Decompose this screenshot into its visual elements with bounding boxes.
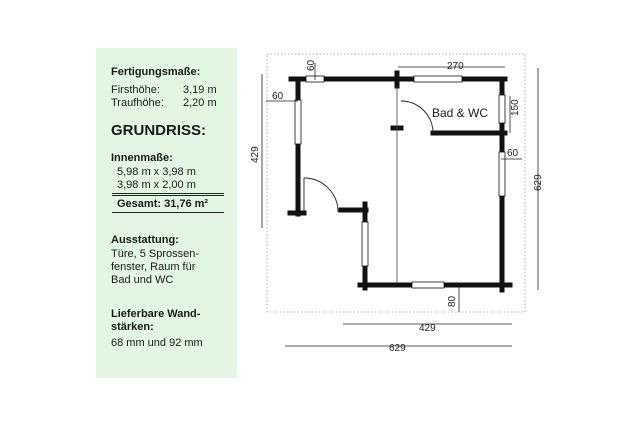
innenmasse-line-2: 3,98 m x 2,00 m <box>117 179 196 191</box>
bath-door-swing <box>401 101 433 133</box>
fertigungsmasse-heading: Fertigungsmaße: <box>111 66 201 78</box>
ausstattung-line-2: fenster, Raum für <box>111 261 196 273</box>
firsthoehe-label: Firsthöhe: <box>111 84 160 96</box>
room-label-bath: Bad & WC <box>432 106 489 120</box>
ausstattung-line-3: Bad und WC <box>111 274 174 286</box>
wandstaerken-value: 68 mm und 92 mm <box>111 337 203 349</box>
dim-right-629: 629 <box>533 174 544 191</box>
traufhoehe-value: 2,20 m <box>183 97 217 109</box>
grundriss-heading: GRUNDRISS: <box>111 122 207 139</box>
wandstaerken-heading-2: stärken: <box>111 321 154 333</box>
firsthoehe-value: 3,19 m <box>183 84 217 96</box>
window-left <box>295 100 301 144</box>
gesamt-total: Gesamt: 31,76 m² <box>117 198 209 210</box>
dim-left-60: 60 <box>272 91 284 102</box>
ausstattung-line-1: Türe, 5 Sprossen- <box>111 248 200 260</box>
ausstattung-heading: Ausstattung: <box>111 234 179 246</box>
dim-bottom-629: 629 <box>389 343 406 354</box>
dim-top-270: 270 <box>447 61 464 72</box>
dim-bottom-80: 80 <box>447 295 458 307</box>
doors <box>304 101 433 212</box>
roof-outline <box>267 54 525 312</box>
dim-left-429: 429 <box>250 146 261 163</box>
dim-top-60: 60 <box>306 59 317 71</box>
window-step <box>362 222 368 266</box>
entry-door-swing <box>304 178 338 212</box>
dim-bottom-429: 429 <box>419 323 436 334</box>
traufhoehe-label: Traufhöhe: <box>111 97 164 109</box>
innenmasse-line-1: 5,98 m x 3,98 m <box>117 166 196 178</box>
innenmasse-heading: Innenmaße: <box>111 152 173 164</box>
dim-right-60: 60 <box>507 148 519 159</box>
window-bottom <box>412 282 444 288</box>
dim-right-150: 150 <box>510 99 521 116</box>
dimension-lines <box>262 63 538 346</box>
window-bath <box>499 95 505 123</box>
wandstaerken-heading-1: Lieferbare Wand- <box>111 308 201 320</box>
window-top-right <box>414 76 462 82</box>
